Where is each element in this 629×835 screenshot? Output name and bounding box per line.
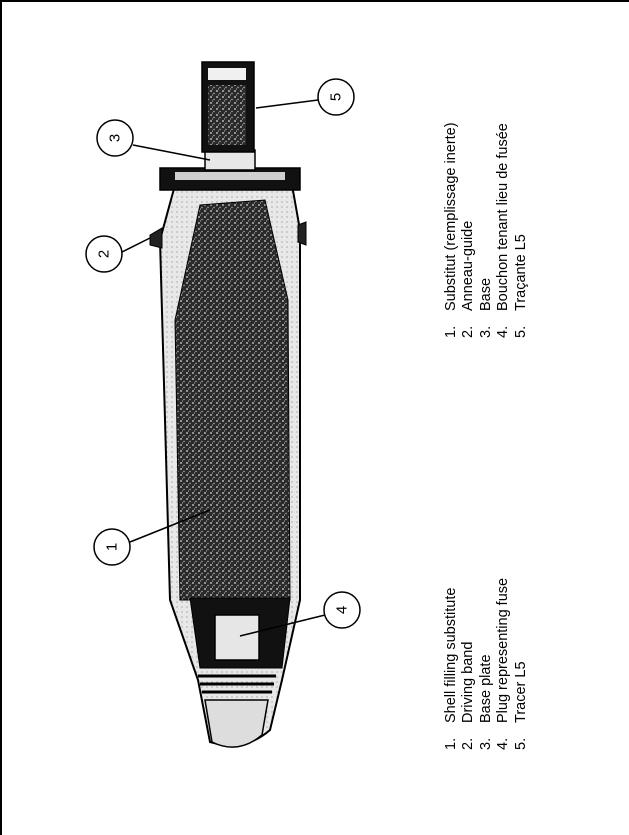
legend-item: 1. Substitut (remplissage inerte) <box>443 122 459 338</box>
nose-tip <box>205 700 268 747</box>
legend-item: 4. Bouchon tenant lieu de fusée <box>495 123 512 338</box>
svg-text:2: 2 <box>95 249 113 259</box>
legend-item: 3. Base <box>477 277 494 338</box>
legend-item: 1. Shell filling substitute <box>443 587 459 750</box>
svg-text:1: 1 <box>103 542 121 552</box>
callout-3 <box>97 120 210 160</box>
base-plate <box>160 150 300 190</box>
legend-item: 2. Anneau-guide <box>460 220 477 338</box>
svg-text:4: 4 <box>333 605 351 615</box>
svg-text:5: 5 <box>327 92 345 102</box>
legend-item: 5. Traçante L5 <box>512 234 529 338</box>
legend-item: 5. Tracer L5 <box>512 661 529 750</box>
shell-body <box>160 185 300 747</box>
legend-item: 4. Plug representing fuse <box>495 577 512 750</box>
legend-french <box>443 122 530 338</box>
legend-item: 3. Base plate <box>477 654 494 750</box>
legend-english <box>443 578 530 750</box>
shell-filling <box>175 200 290 600</box>
callout-5 <box>256 79 354 115</box>
tracer <box>202 62 254 152</box>
svg-text:3: 3 <box>106 133 124 143</box>
legend-item: 2. Driving band <box>460 641 477 750</box>
callout-2 <box>86 236 150 272</box>
fuse-plug <box>215 615 259 660</box>
